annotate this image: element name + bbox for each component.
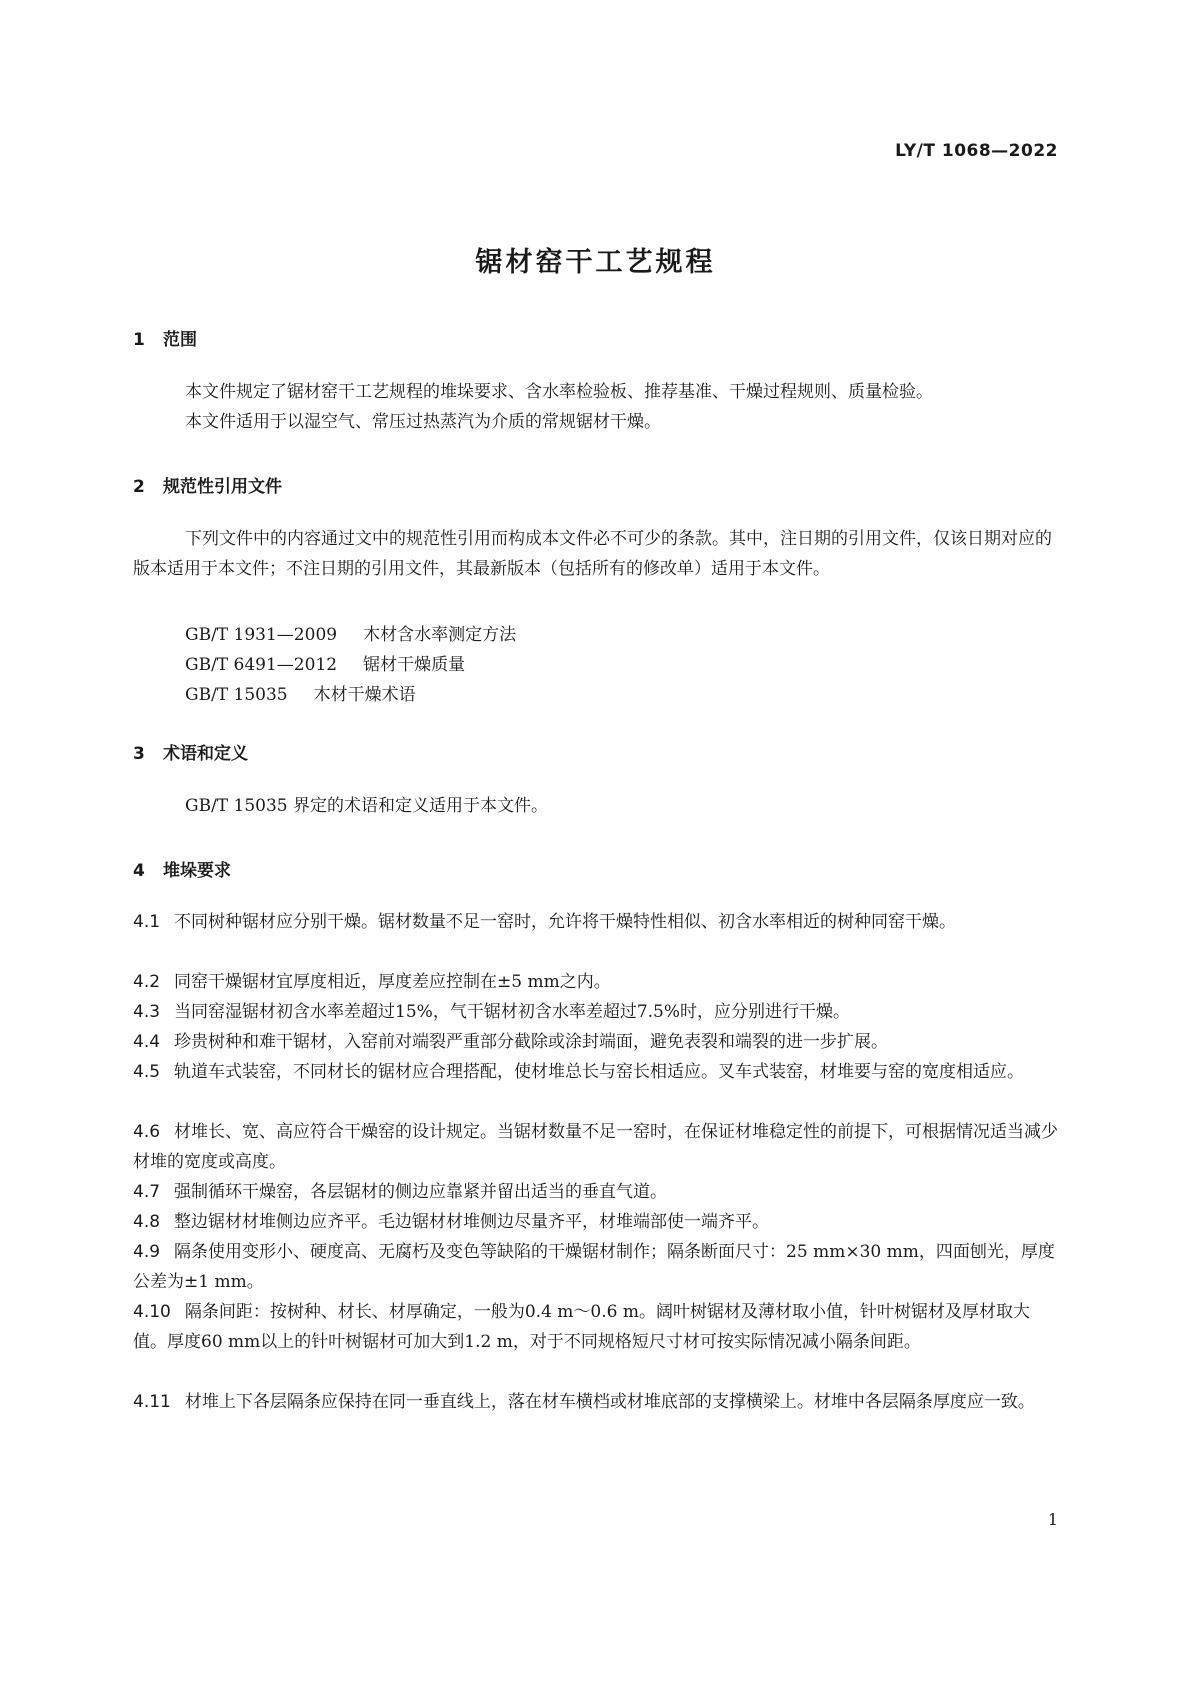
clause-number: 4.10 — [133, 1302, 171, 1322]
document-title: 锯材窑干工艺规程 — [475, 247, 716, 278]
clause-number: 4.2 — [133, 972, 161, 992]
clause-text: 不同树种锯材应分别干燥。锯材数量不足一窑时，允许将干燥特性相似、初含水率相近的树种同窑干燥。 — [174, 912, 957, 932]
clause-4-6 — [133, 1117, 1063, 1177]
section-heading-stacking — [133, 856, 231, 881]
clause-text: 轨道车式装窑，不同材长的锯材应合理搭配，使材堆总长与窑长相适应。叉车式装窑，材堆要与窑的宽度相适应。 — [174, 1062, 1025, 1082]
clause-text: 强制循环干燥窑，各层锯材的侧边应靠紧并留出适当的垂直气道。 — [174, 1182, 668, 1202]
clause-number: 4.6 — [133, 1122, 161, 1142]
clause-number: 4.7 — [133, 1182, 161, 1202]
section-number: 2 — [133, 477, 145, 497]
reference-title: 锯材干燥质量 — [363, 655, 466, 675]
clause-text: 材堆长、宽、高应符合干燥窑的设计规定。当锯材数量不足一窑时，在保证材堆稳定性的前提下，可根据情况适当减少材堆的宽度或高度。 — [133, 1122, 1059, 1172]
clause-4-5 — [133, 1057, 1063, 1087]
clause-number: 4.1 — [133, 912, 161, 932]
clause-text: 整边锯材材堆侧边应齐平。毛边锯材材堆侧边尽量齐平，材堆端部使一端齐平。 — [174, 1212, 770, 1232]
clause-number: 4.9 — [133, 1242, 161, 1262]
clause-number: 4.4 — [133, 1032, 161, 1052]
clause-text: 珍贵树种和难干锯材，入窑前对端裂严重部分截除或涂封端面，避免表裂和端裂的进一步扩展。 — [174, 1032, 889, 1052]
clause-4-7 — [133, 1177, 1063, 1207]
clause-number: 4.3 — [133, 1002, 161, 1022]
scope-paragraph-2: 本文件适用于以湿空气、常压过热蒸汽为介质的常规锯材干燥。 — [185, 412, 661, 432]
clause-4-1 — [133, 907, 1063, 937]
clause-4-8 — [133, 1207, 1063, 1237]
reference-code: GB/T 1931—2009 — [185, 625, 338, 645]
standard-code: LY/T 1068—2022 — [895, 141, 1058, 161]
clause-text: 同窑干燥锯材宜厚度相近，厚度差应控制在±5 mm之内。 — [174, 972, 611, 992]
section-number: 1 — [133, 330, 145, 350]
reference-item — [185, 680, 416, 705]
clause-text: 隔条使用变形小、硬度高、无腐朽及变色等缺陷的干燥锯材制作；隔条断面尺寸：25 mm×30 mm，四面刨光，厚度公差为±1 mm。 — [133, 1242, 1055, 1292]
clause-4-4 — [133, 1027, 1063, 1057]
reference-item — [185, 620, 516, 645]
normative-intro: 下列文件中的内容通过文中的规范性引用而构成本文件必不可少的条款。其中，注日期的引用文件，仅该日期对应的版本适用于本文件；不注日期的引用文件，其最新版本（包括所有的修改单）适用于本文件。 — [133, 529, 1052, 579]
page-number: 1 — [1047, 1510, 1058, 1529]
section-heading-scope — [133, 325, 197, 350]
clause-4-9 — [133, 1237, 1063, 1297]
clause-4-10 — [133, 1297, 1063, 1357]
section-title: 规范性引用文件 — [163, 477, 282, 497]
clause-text: 隔条间距：按树种、材长、材厚确定，一般为0.4 m～0.6 m。阔叶树锯材及薄材取小值，针叶树锯材及厚材取大值。厚度60 mm以上的针叶树锯材可加大到1.2 m，对于不同规格短尺寸材可按实际情况减小隔条间距。 — [133, 1302, 1030, 1352]
section-number: 3 — [133, 744, 145, 764]
clause-4-2 — [133, 967, 1063, 997]
section-title: 术语和定义 — [163, 744, 248, 764]
clause-text: 材堆上下各层隔条应保持在同一垂直线上，落在材车横档或材堆底部的支撑横梁上。材堆中各层隔条厚度应一致。 — [184, 1392, 1035, 1412]
reference-title: 木材干燥术语 — [313, 685, 416, 705]
clause-4-3 — [133, 997, 1063, 1027]
terms-paragraph: GB/T 15035 界定的术语和定义适用于本文件。 — [185, 796, 549, 816]
clause-number: 4.11 — [133, 1392, 171, 1412]
section-number: 4 — [133, 861, 145, 881]
reference-item — [185, 650, 465, 675]
section-title: 范围 — [163, 330, 197, 350]
clause-text: 当同窑湿锯材初含水率差超过15%，气干锯材初含水率差超过7.5%时，应分别进行干燥。 — [174, 1002, 851, 1022]
section-heading-terms — [133, 739, 248, 764]
reference-title: 木材含水率测定方法 — [363, 625, 517, 645]
section-heading-normative — [133, 472, 282, 497]
section-title: 堆垛要求 — [163, 861, 231, 881]
reference-code: GB/T 15035 — [185, 685, 288, 705]
scope-paragraph-1: 本文件规定了锯材窑干工艺规程的堆垛要求、含水率检验板、推荐基准、干燥过程规则、质量检验。 — [185, 382, 933, 402]
clause-number: 4.8 — [133, 1212, 161, 1232]
reference-code: GB/T 6491—2012 — [185, 655, 338, 675]
clause-4-11 — [133, 1387, 1063, 1417]
clause-number: 4.5 — [133, 1062, 161, 1082]
